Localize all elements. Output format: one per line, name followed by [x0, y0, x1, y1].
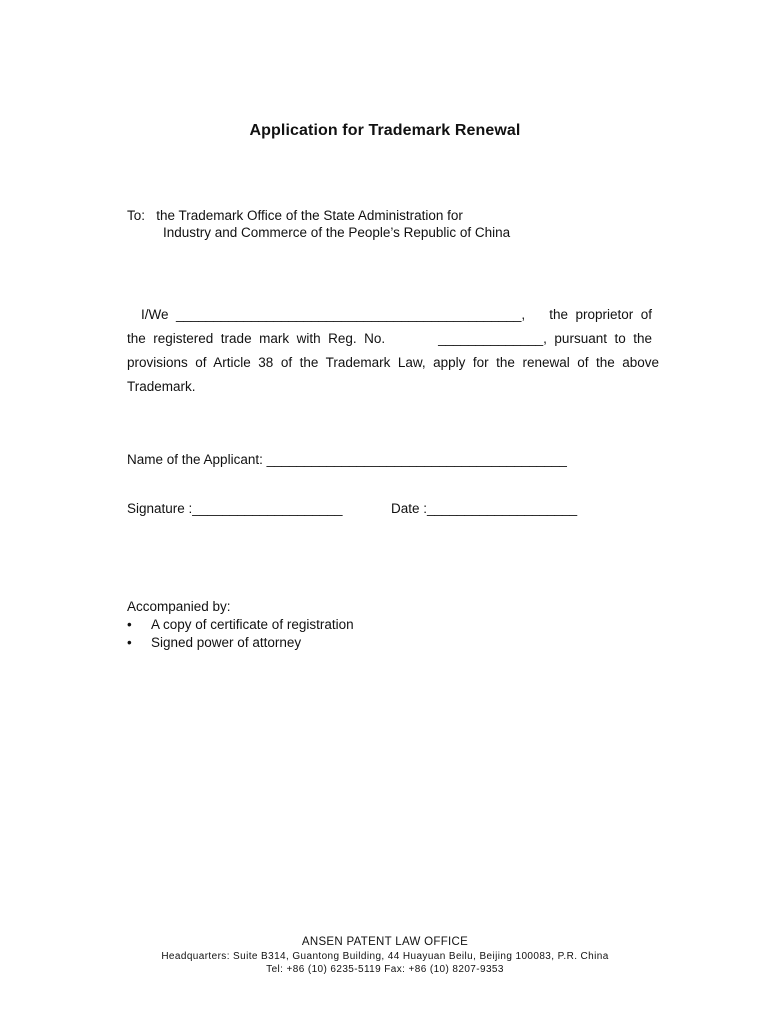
paragraph-line-1 — [127, 303, 652, 327]
paragraph-line-2 — [127, 327, 652, 351]
addressee-block — [127, 207, 510, 241]
accompanied-section — [127, 598, 354, 652]
applicant-blank-text: I/We ______________________________________________, — [141, 307, 526, 322]
office-name: ANSEN PATENT LAW OFFICE — [301, 936, 469, 948]
paragraph-line-4 — [127, 375, 652, 399]
proprietor-text: the proprietor of — [549, 307, 652, 322]
list-item — [127, 634, 354, 652]
application-paragraph — [127, 303, 660, 399]
list-item-text: A copy of certificate of registration — [151, 617, 354, 632]
document-title: Application for Trademark Renewal — [249, 122, 521, 139]
accompanied-heading: Accompanied by: — [127, 599, 231, 614]
paragraph-line-3 — [127, 351, 660, 375]
office-address: Headquarters: Suite B314, Guantong Building, 44 Huayuan Beilu, Beijing 100083, P.R. China — [161, 951, 609, 962]
addressee-line-2: Industry and Commerce of the People’s Republic of China — [163, 225, 511, 240]
list-item — [127, 616, 354, 634]
list-item-text: Signed power of attorney — [151, 635, 302, 650]
addressee-line-1: To: the Trademark Office of the State Administration for — [127, 208, 463, 223]
bullet-icon: • — [127, 617, 132, 632]
reg-no-label: the registered trade mark with Reg. No. — [127, 331, 386, 346]
reg-no-blank-text: ______________, pursuant to the — [438, 331, 652, 346]
provisions-text: provisions of Article 38 of the Trademark Law, apply for the renewal of the above — [127, 355, 660, 370]
office-contact: Tel: +86 (10) 6235-5119 Fax: +86 (10) 8207-9353 — [266, 964, 504, 975]
applicant-name-field: Name of the Applicant: ________________________________________ — [127, 452, 567, 467]
signature-field: Signature :____________________ — [127, 501, 343, 516]
bullet-icon: • — [127, 635, 132, 650]
trademark-word: Trademark. — [127, 379, 196, 394]
date-field: Date :____________________ — [391, 501, 578, 516]
letterhead-footer — [0, 935, 770, 976]
